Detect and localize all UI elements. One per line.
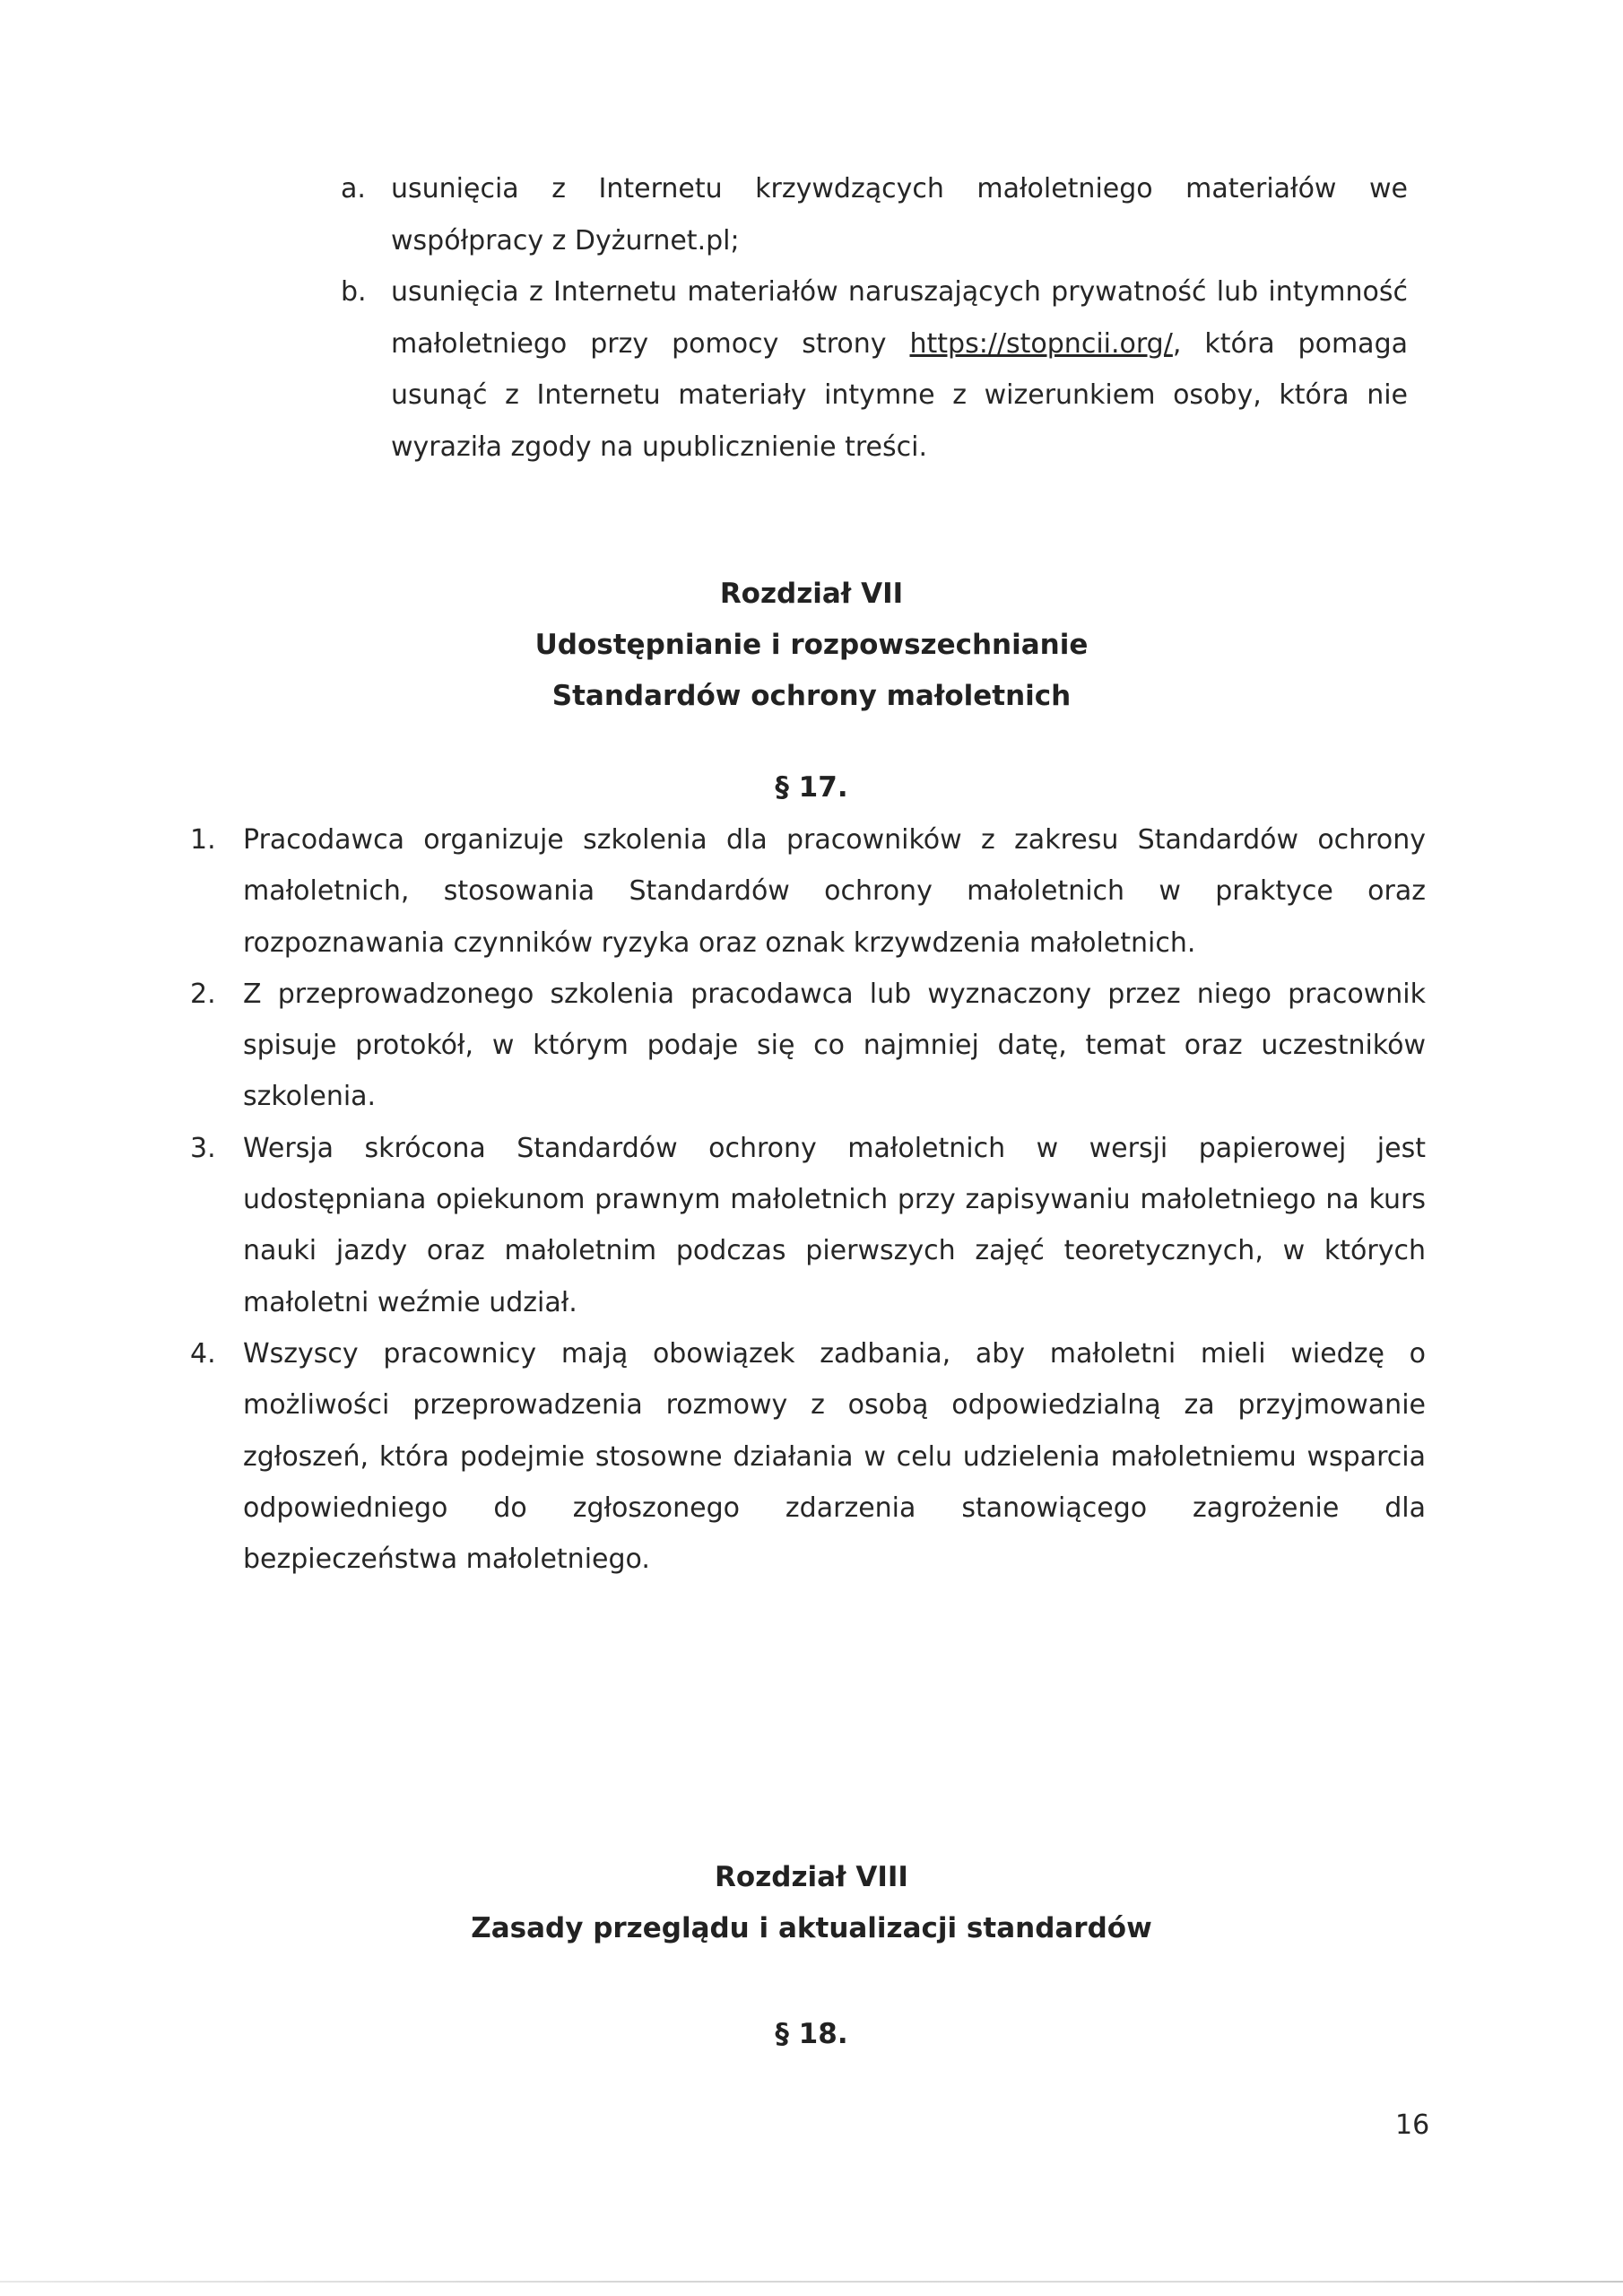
stopncii-link[interactable]: https://stopncii.org/ [909,327,1173,360]
chapter-title: Zasady przeglądu i aktualizacji standardów [471,1912,1152,1944]
list-item-text: usunięcia z Internetu krzywdzących małoletniego materiałów we współpracy z Dyżurnet.pl; [391,173,1408,257]
chapter-title: Standardów ochrony małoletnich [551,680,1072,712]
list-item [190,969,1426,1123]
list-marker: b. [341,276,367,308]
chapter-number: Rozdział VIII [715,1861,908,1893]
chapter-number: Rozdział VII [719,578,904,610]
chapter-8-heading [0,1852,1623,1954]
list-marker: 2. [190,978,216,1010]
section-18-mark: § 18. [775,2018,848,2050]
list-item-text: Pracodawca organizuje szkolenia dla pracowników z zakresu Standardów ochrony małoletnich, stosowania Standardów ochrony małoletnich w praktyce oraz rozpoznawania czynników ryzyka oraz oznak krzywdzenia małoletnich. [243,824,1426,959]
list-item-text-before: usunięcia z Internetu materiałów naruszających prywatność lub intymność małoletniego przy pomocy strony [391,276,1408,360]
chapter-7-heading [0,569,1623,722]
sublist [341,163,1408,473]
list-marker: 3. [190,1132,216,1164]
chapter-title: Udostępnianie i rozpowszechnianie [534,629,1089,661]
list-item [190,814,1426,969]
list-item-text-after: , która pomaga usunąć z Internetu materiały intymne z wizerunkiem osoby, która nie wyraziła zgody na upublicznienie treści. [391,327,1408,463]
list-item-text [391,266,1408,473]
scan-edge-line [0,2281,1623,2283]
sublist-item-a [341,163,1408,266]
list-item-text: Z przeprowadzonego szkolenia pracodawca lub wyznaczony przez niego pracownik spisuje protokół, w którym podaje się co najmniej datę, temat oraz uczestników szkolenia. [243,978,1426,1113]
section-17-list [190,814,1426,1585]
page-number: 16 [1395,2109,1430,2141]
list-marker: 4. [190,1337,216,1370]
list-item-text: Wszyscy pracownicy mają obowiązek zadbania, aby małoletni mieli wiedzę o możliwości przeprowadzenia rozmowy z osobą odpowiedzialną za przyjmowanie zgłoszeń, która podejmie stosowne działania w celu udzielenia małoletniemu wsparcia odpowiedniego do zgłoszonego zdarzenia stanowiącego zagrożenie dla bezpieczeństwa małoletniego. [243,1337,1426,1576]
list-marker: a. [341,173,366,204]
list-item-text: Wersja skrócona Standardów ochrony małoletnich w wersji papierowej jest udostępniana opiekunom prawnym małoletnich przy zapisywaniu małoletniego na kurs nauki jazdy oraz małoletnim podczas pierwszych zajęć teoretycznych, w których małoletni weźmie udział. [243,1132,1426,1318]
sublist-item-b [341,266,1408,473]
section-17-mark: § 17. [775,771,848,804]
list-item [190,1123,1426,1328]
list-item [190,1328,1426,1585]
list-marker: 1. [190,824,216,856]
